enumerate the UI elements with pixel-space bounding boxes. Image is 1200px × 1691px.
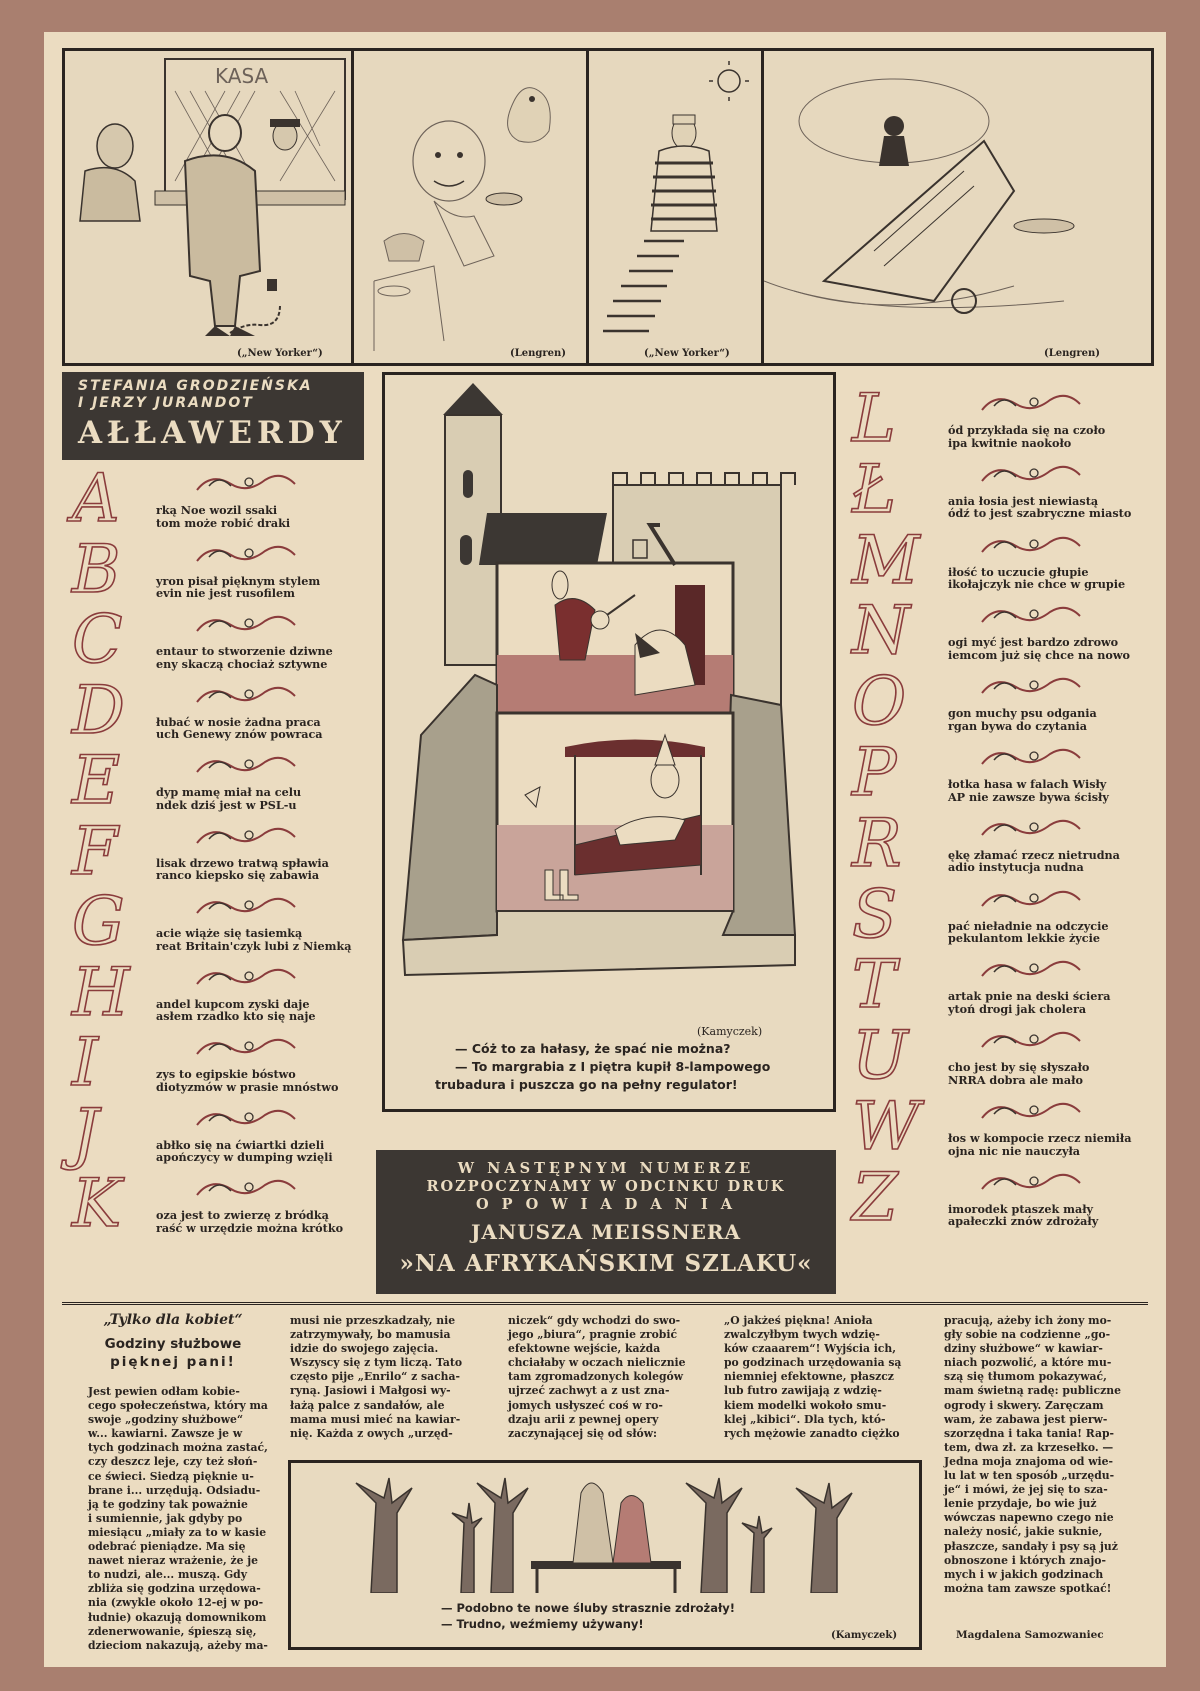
rhyme-verse	[948, 707, 1097, 732]
article-line: wówczas napewno czego nie	[944, 1511, 1114, 1525]
verse-line-2: iemcom już się chce na nowo	[948, 647, 1130, 662]
rhyme-verse	[156, 645, 333, 670]
rebus-drawing	[974, 1023, 1094, 1057]
alphabet-letter: J	[72, 1094, 99, 1172]
alphabet-letter: U	[852, 1017, 908, 1095]
article-line: cego społeczeństwa, który ma	[88, 1399, 268, 1413]
rebus-drawing	[189, 960, 309, 994]
alphabet-letter: W	[852, 1088, 920, 1165]
article-line: nię. Każda z owych „urzęd-	[290, 1426, 453, 1440]
verse-line-1: ękę złamać rzecz nietrudna	[948, 847, 1120, 862]
alphabet-letter: L	[852, 380, 896, 457]
bottom-caption-line-1: — Podobno te nowe śluby strasznie zdrożały!	[441, 1601, 736, 1615]
article-headline-2: pięknej pani!	[110, 1354, 236, 1370]
rhyme-verse	[156, 786, 301, 811]
verse-line-1: łotka hasa w falach Wisły	[948, 777, 1107, 791]
rebus-drawing	[189, 607, 309, 641]
verse-line-1: rką Noe wozil ssaki	[156, 503, 278, 517]
rhyme-verse	[948, 778, 1109, 803]
article-line: po godzinach urzędowania są	[724, 1356, 902, 1370]
rebus-drawing	[189, 1101, 309, 1135]
verse-line-2: raść w urzędzie można krótko	[156, 1220, 344, 1235]
article-line: niach pozwolić, a które mu-	[944, 1356, 1112, 1370]
tower-cartoon-drawing	[385, 375, 833, 1035]
verse-line-2: apałeczki znów zdrożały	[948, 1214, 1099, 1229]
article-line: ce świeci. Siedzą pięknie u-	[88, 1469, 254, 1483]
rebus-drawing	[189, 466, 309, 500]
verse-line-1: cho jest by się słyszało	[948, 1060, 1090, 1075]
verse-line-1: iłość to uczucie głupie	[948, 564, 1089, 579]
verse-line-1: artak pnie na deski ściera	[948, 989, 1111, 1004]
announce-author: JANUSZA MEISSNERA	[470, 1220, 742, 1244]
article-column-2	[290, 1314, 462, 1441]
alphabet-letter: S	[852, 875, 898, 953]
article-column-5	[944, 1314, 1121, 1596]
article-line: mam świetną radę: publiczne	[944, 1384, 1121, 1398]
article-line: klej „kibici“. Dla tych, któ-	[724, 1412, 886, 1426]
next-issue-announcement	[376, 1150, 836, 1294]
alphabet-letter: T	[852, 946, 897, 1024]
alphabet-letter: H	[72, 953, 130, 1031]
comic-panel-prisoner	[589, 51, 764, 363]
alphabet-letter: M	[852, 521, 920, 599]
article-line: lub futro zawijają z wdzię-	[724, 1384, 882, 1398]
article-line: mama musi mieć na kawiar-	[290, 1412, 461, 1426]
article-line: w... kawiarni. Zawsze je w	[88, 1427, 243, 1441]
verse-line-2: uch Genewy znów powraca	[156, 727, 323, 741]
article-line: Jedna moja znajoma od wie-	[944, 1454, 1113, 1468]
article-line: należy nosić, jakie suknie,	[944, 1525, 1103, 1539]
verse-line-2: apończycy w dumping wzięli	[156, 1150, 333, 1164]
article-signature: Magdalena Samozwaniec	[956, 1629, 1104, 1641]
article-line: szorzędna i taka tania! Rap-	[944, 1426, 1115, 1440]
verse-line-2: evin nie jest rusofilem	[156, 586, 295, 600]
article-line: kiem modelki wokoło smu-	[724, 1398, 887, 1412]
verse-line-1: ód przykłada się na czoło	[948, 423, 1106, 437]
verse-line-1: dyp mamę miał na celu	[156, 785, 302, 799]
article-line: chciałaby w oczach nielicznie	[508, 1356, 686, 1370]
bottom-caption-line-2: — Trudno, weźmiemy używany!	[441, 1617, 644, 1631]
feature-title-box	[62, 372, 364, 460]
article-line: dzieciom nakazują, ażeby ma-	[88, 1638, 268, 1652]
article-line: „O jakżeś piękna! Anioła	[724, 1314, 873, 1327]
verse-line-2: ojna nic nie nauczyła	[948, 1143, 1081, 1158]
article-line: zatrzymywały, bo mamusia	[290, 1328, 451, 1342]
verse-line-1: abłko się na ćwiartki dzieli	[156, 1137, 325, 1152]
article-line: idzie do swojego zajęcia.	[290, 1342, 439, 1356]
article-line: odebrać pieniądze. Ma się	[88, 1540, 246, 1554]
rebus-drawing	[974, 740, 1094, 774]
article-rubric: „Tylko dla kobiet“	[103, 1312, 243, 1328]
bank-cartoon-drawing	[65, 51, 351, 363]
article-headline-1: Godziny służbowe	[104, 1336, 242, 1352]
rhyme-verse	[156, 927, 352, 952]
article-line: płaszcze, sandały i psy są już	[944, 1539, 1118, 1553]
article-line: ją te godziny tak poważnie	[88, 1497, 248, 1511]
rhyme-verse	[948, 1203, 1098, 1228]
rhyme-verse	[948, 1061, 1089, 1086]
article-line: ogrody i skwery. Zaręczam	[944, 1398, 1104, 1412]
park-cartoon-drawing	[291, 1463, 919, 1593]
verse-line-2: eny skaczą chociaż sztywne	[156, 656, 328, 671]
article-line: dzaju arii z pewnej opery	[508, 1412, 659, 1426]
rebus-drawing	[189, 678, 309, 712]
article-line: zwalczyłbym twych wdzię-	[724, 1328, 880, 1342]
rebus-drawing	[974, 1165, 1094, 1199]
rebus-drawing	[974, 528, 1094, 562]
article-line: mych i w jakich godzinach	[944, 1567, 1104, 1581]
verse-line-2: ikołajczyk nie chce w grupie	[948, 577, 1126, 592]
article-column-3	[508, 1314, 686, 1441]
verse-line-1: łos w kompocie rzecz niemiła	[948, 1131, 1132, 1145]
verse-line-2: ranco kiepsko się zabawia	[156, 868, 320, 882]
verse-line-1: imorodek ptaszek mały	[948, 1201, 1094, 1216]
rebus-drawing	[189, 748, 309, 782]
article-line: efektowne wejście, każda	[508, 1342, 661, 1356]
article-line: je“ i mówi, że jej się to sza-	[944, 1483, 1108, 1497]
rebus-drawing	[974, 669, 1094, 703]
rhyme-verse	[948, 566, 1125, 591]
rebus-drawing	[974, 457, 1094, 491]
article-column-1	[88, 1385, 268, 1653]
announce-title: »NA AFRYKAŃSKIM SZLAKU«	[399, 1250, 813, 1277]
verse-line-1: entaur to stworzenie dziwne	[156, 644, 333, 658]
article-header	[68, 1312, 278, 1370]
rebus-drawing	[189, 537, 309, 571]
verse-line-1: lisak drzewo tratwą spławia	[156, 855, 329, 870]
rebus-drawing	[189, 1171, 309, 1205]
rhyme-verse	[948, 990, 1110, 1015]
bottom-cartoon-credit: (Kamyczek)	[831, 1630, 898, 1641]
alphabet-letter: Z	[852, 1158, 898, 1236]
article-line: łudnie) okazują domownikom	[88, 1610, 267, 1624]
center-caption-line-3: trubadura i puszcza go na pełny regulator!	[435, 1077, 738, 1092]
verse-line-1: ogi myć jest bardzo zdrowo	[948, 635, 1119, 650]
rebus-drawing	[974, 1094, 1094, 1128]
alphabet-letter: G	[72, 883, 125, 960]
article-line: ków czaaarem“! Wyjścia ich,	[724, 1342, 896, 1356]
verse-line-2: ódź to jest szabryczne miasto	[948, 506, 1132, 521]
article-line: szą się tłumom pokazywać,	[944, 1370, 1107, 1384]
article-line: tem, dwa zł. za krzesełko. —	[944, 1440, 1114, 1454]
article-line: obnoszone i których znajo-	[944, 1553, 1106, 1567]
alphabet-letter: Ł	[852, 450, 897, 528]
rebus-drawing	[974, 811, 1094, 845]
park-bench-cartoon	[288, 1460, 922, 1650]
article-line: zdenerwowanie, śpieszą się,	[88, 1624, 257, 1638]
prisoner-cartoon-drawing	[589, 51, 761, 363]
article-column-4	[724, 1314, 901, 1441]
article-line: wam, że zabawa jest pierw-	[944, 1412, 1108, 1426]
rhyme-verse	[156, 1139, 333, 1164]
comic-panel-ship	[764, 51, 1151, 363]
rhyme-verse	[948, 636, 1130, 661]
alphabet-letter: K	[72, 1165, 122, 1242]
article-line: lu lat w ten sposób „urzędu-	[944, 1469, 1115, 1483]
article-line: gły sobie na codzienne „go-	[944, 1328, 1111, 1342]
verse-line-1: acie wiąże się tasiemką	[156, 926, 303, 940]
alphabet-letter: D	[72, 671, 125, 749]
article-line: brane i... urzędują. Odsiadu-	[88, 1483, 261, 1497]
verse-line-2: rgan bywa do czytania	[948, 718, 1087, 733]
announce-line-2: ROZPOCZYNAMY W ODCINKU DRUK	[426, 1178, 786, 1195]
alphabet-letter: N	[852, 592, 910, 670]
rhyme-verse	[156, 998, 316, 1023]
rebus-drawing	[974, 598, 1094, 632]
article-line: dziny służbowe“ w kawiar-	[944, 1342, 1103, 1356]
article-line: lenie przydaje, bo wie już	[944, 1497, 1097, 1511]
article-line: musi nie przeszkadzały, nie	[290, 1314, 456, 1327]
rhyme-verse	[156, 716, 323, 741]
rebus-drawing	[189, 889, 309, 923]
rhyme-verse	[156, 1209, 343, 1234]
article-line: pracują, ażeby ich żony mo-	[944, 1314, 1112, 1327]
article-line: Jest pewien odłam kobie-	[88, 1385, 240, 1398]
verse-line-2: diotyzmów w prasie mnóstwo	[156, 1079, 339, 1094]
article-line: i sumiennie, jak gdyby po	[88, 1511, 243, 1525]
rhyme-verse	[156, 575, 320, 600]
alphabet-letter: I	[72, 1024, 99, 1101]
article-line: jego „biura“, pragnie zrobić	[508, 1328, 678, 1342]
article-line: nia (zwykle około 12-ej w po-	[88, 1596, 264, 1610]
verse-line-1: andel kupcom zyski daje	[156, 996, 310, 1011]
announce-line-1: W NASTĘPNYM NUMERZE	[457, 1160, 755, 1177]
article-line: jomych usłyszeć coś w ro-	[508, 1398, 663, 1412]
article-line: swoje „godziny służbowe“	[88, 1413, 244, 1427]
alphabet-letter: E	[72, 742, 121, 819]
center-cartoon	[382, 372, 836, 1112]
credit-lengren-2: (Lengren)	[1044, 348, 1101, 359]
credit-new-yorker-2: („New Yorker“)	[644, 348, 730, 359]
article-line: Wszyscy się z tym liczą. Tato	[290, 1356, 463, 1370]
verse-line-1: ania łosia jest niewiastą	[948, 493, 1099, 508]
rhyme-verse	[156, 1068, 338, 1093]
article-line: często pije „Enrilo“ z sacha-	[290, 1370, 461, 1384]
article-line: ryną. Jasiowi i Małgosi wy-	[290, 1384, 451, 1398]
article-line: zbliża się godzina urzędowa-	[88, 1582, 261, 1596]
alphabet-letter: B	[72, 530, 121, 608]
verse-line-2: NRRA dobra ale mało	[948, 1072, 1083, 1087]
article-line: to nudzi, ale... muszą. Gdy	[88, 1568, 247, 1582]
verse-line-2: adio instytucja nudna	[948, 860, 1084, 875]
article-line: łażą palce z sandałów, ale	[290, 1398, 445, 1412]
center-caption-line-2: — To margrabia z I piętra kupił 8-lampowego	[455, 1059, 771, 1074]
rebus-drawing	[974, 882, 1094, 916]
center-caption-line-1: — Cóż to za hałasy, że spać nie można?	[455, 1041, 731, 1056]
verse-line-2: ipa kwitnie naokoło	[948, 435, 1072, 450]
verse-line-1: pać nieładnie na odczycie	[948, 918, 1109, 933]
kasa-sign: KASA	[215, 64, 269, 88]
article-line: czy deszcz leje, czy też słoń-	[88, 1455, 258, 1469]
alphabet-letter: C	[72, 601, 123, 678]
verse-line-2: ndek dziś jest w PSL-u	[156, 797, 297, 812]
verse-line-1: oza jest to zwierzę z bródką	[156, 1208, 329, 1222]
article-line: miesiącu „miały za to w kasie	[88, 1525, 267, 1539]
article-line: tych godzinach można zastać,	[88, 1441, 268, 1455]
verse-line-2: tom może robić draki	[156, 515, 291, 530]
announce-line-3: O P O W I A D A N I A	[475, 1196, 737, 1213]
article-line: ujrzeć zachwyt a z ust zna-	[508, 1384, 670, 1398]
verse-line-2: ytoń drogi jak cholera	[948, 1001, 1087, 1016]
verse-line-2: asłem rzadko kto się naje	[156, 1009, 316, 1023]
verse-line-1: yron pisał pięknym stylem	[156, 573, 321, 588]
comic-panel-bank	[65, 51, 354, 363]
authors	[78, 378, 313, 412]
verse-line-2: reat Britain'czyk lubi z Niemką	[156, 938, 352, 953]
rebus-drawing	[189, 1030, 309, 1064]
rebus-drawing	[974, 952, 1094, 986]
credit-lengren-1: (Lengren)	[510, 348, 567, 359]
feature-title: AŁŁAWERDY	[78, 415, 347, 451]
article-line: zaczynającej się od słów:	[508, 1426, 657, 1440]
alphabet-letter: R	[852, 804, 902, 882]
article-line: nawet nieraz wrażenie, że je	[88, 1554, 259, 1568]
verse-line-2: AP nie zawsze bywa ścisły	[948, 789, 1109, 804]
article-line: niczek“ gdy wchodzi do swo-	[508, 1314, 681, 1327]
center-cartoon-credit: (Kamyczek)	[697, 1025, 763, 1038]
author-line-2: I JERZY JURANDOT	[78, 395, 254, 411]
comic-strip	[62, 48, 1154, 366]
alphabet-letter: O	[852, 663, 907, 741]
beggar-cartoon-drawing	[354, 51, 586, 363]
rhyme-verse	[948, 424, 1105, 449]
verse-line-1: gon muchy psu odgania	[948, 706, 1097, 721]
article-line: tam zgromadzonych kolegów	[508, 1370, 684, 1384]
article-line: rych mężowie zanadto ciężko	[724, 1426, 900, 1440]
rhyme-verse	[948, 849, 1120, 874]
rebus-drawing	[974, 386, 1094, 420]
article-line: niemniej efektowne, płaszcz	[724, 1370, 894, 1384]
author-line-1: STEFANIA GRODZIEŃSKA	[78, 378, 313, 394]
section-divider	[62, 1302, 1148, 1305]
alphabet-letter: A	[72, 460, 120, 537]
verse-line-1: zys to egipskie bóstwo	[156, 1067, 296, 1081]
rebus-drawing	[189, 819, 309, 853]
rhyme-verse	[948, 1132, 1131, 1157]
ship-cartoon-drawing	[764, 51, 1151, 363]
verse-line-2: pekulantom lekkie życie	[948, 931, 1100, 946]
newspaper-page	[44, 32, 1166, 1667]
rhyme-verse	[948, 495, 1131, 520]
article-line: można tam zawsze spotkać!	[944, 1581, 1112, 1595]
rhyme-verse	[156, 857, 329, 882]
alphabet-letter: P	[852, 734, 897, 811]
credit-new-yorker-1: („New Yorker“)	[237, 348, 323, 359]
verse-line-1: łubać w nosie żadna praca	[156, 714, 321, 729]
comic-panel-beggar	[354, 51, 589, 363]
alphabet-letter: F	[72, 812, 118, 890]
rhyme-verse	[948, 920, 1108, 945]
rhyme-verse	[156, 504, 290, 529]
